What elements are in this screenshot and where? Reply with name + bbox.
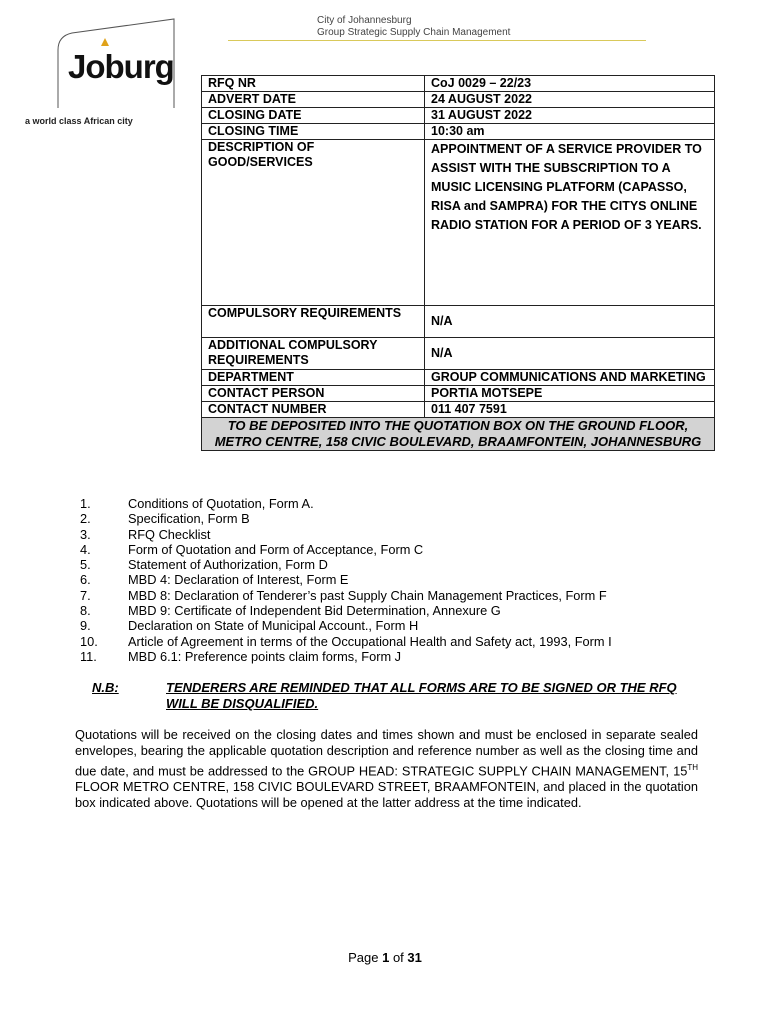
item-number: 4. xyxy=(80,541,91,557)
footer-total-pages: 31 xyxy=(407,950,422,965)
item-text: Form of Quotation and Form of Acceptance, Form C xyxy=(128,541,424,557)
nb-label: N.B: xyxy=(92,680,119,695)
item-number: 9. xyxy=(80,618,91,634)
row-value: APPOINTMENT OF A SERVICE PROVIDER TO ASSIST WITH THE SUBSCRIPTION TO A MUSIC LICENSING PLATFORM (CAPASSO, RISA and SAMPRA) FOR THE CITYS ONLINE RADIO STATION FOR A PERIOD OF 3 YEARS. xyxy=(425,140,715,306)
required-forms-list xyxy=(75,496,612,664)
row-label: CONTACT PERSON xyxy=(202,386,425,402)
table-row xyxy=(202,140,715,306)
list-item xyxy=(75,618,612,633)
item-text: MBD 4: Declaration of Interest, Form E xyxy=(128,572,349,588)
row-label: CONTACT NUMBER xyxy=(202,402,425,418)
row-value: 10:30 am xyxy=(425,124,715,140)
list-item xyxy=(75,588,612,603)
flame-icon xyxy=(101,38,109,46)
row-label: CLOSING DATE xyxy=(202,108,425,124)
table-row xyxy=(202,92,715,108)
list-item xyxy=(75,496,612,511)
nb-text: TENDERERS ARE REMINDED THAT ALL FORMS ARE TO BE SIGNED OR THE RFQ WILL BE DISQUALIFIED. xyxy=(166,680,677,711)
item-text: Specification, Form B xyxy=(128,511,250,527)
header-org: City of Johannesburg xyxy=(317,15,412,26)
row-label: DEPARTMENT xyxy=(202,370,425,386)
item-number: 3. xyxy=(80,526,91,542)
footer-page-word: Page xyxy=(348,950,379,965)
list-item xyxy=(75,634,612,649)
list-item xyxy=(75,542,612,557)
row-value: PORTIA MOTSEPE xyxy=(425,386,715,402)
item-text: MBD 8: Declaration of Tenderer’s past Supply Chain Management Practices, Form F xyxy=(128,587,607,603)
item-text: MBD 6.1: Preference points claim forms, Form J xyxy=(128,648,402,664)
table-row xyxy=(202,124,715,140)
header-divider xyxy=(228,40,646,41)
row-value: 24 AUGUST 2022 xyxy=(425,92,715,108)
row-label: RFQ NR xyxy=(202,76,425,92)
item-number: 6. xyxy=(80,572,91,588)
item-text: Statement of Authorization, Form D xyxy=(128,557,328,573)
list-item xyxy=(75,603,612,618)
item-text: Article of Agreement in terms of the Occupational Health and Safety act, 1993, Form I xyxy=(128,633,612,649)
row-value: GROUP COMMUNICATIONS AND MARKETING xyxy=(425,370,715,386)
row-label: DESCRIPTION OF GOOD/SERVICES xyxy=(202,140,425,306)
logo-wordmark: Joburg xyxy=(68,48,174,85)
item-number: 2. xyxy=(80,511,91,527)
table-row xyxy=(202,306,715,338)
logo-tagline: a world class African city xyxy=(25,116,133,126)
row-label: CLOSING TIME xyxy=(202,124,425,140)
item-text: Declaration on State of Municipal Account., Form H xyxy=(128,618,419,634)
page-header xyxy=(317,15,510,39)
table-row xyxy=(202,338,715,370)
table-row xyxy=(202,386,715,402)
row-value: CoJ 0029 – 22/23 xyxy=(425,76,715,92)
row-value: N/A xyxy=(425,306,715,338)
deposit-note: TO BE DEPOSITED INTO THE QUOTATION BOX ON THE GROUND FLOOR, METRO CENTRE, 158 CIVIC BOULEVARD, BRAAMFONTEIN, JOHANNESBURG xyxy=(202,418,715,451)
paragraph-part1: Quotations will be received on the closing dates and times shown and must be enclosed in separate sealed envelopes, bearing the applicable quotation description and reference number as well as the closing time and due date, and must be addressed to the GROUP HEAD: STRATEGIC SUPPLY CHAIN MANAGEMENT, 15 xyxy=(75,727,698,778)
list-item xyxy=(75,557,612,572)
table-row xyxy=(202,76,715,92)
item-text: Conditions of Quotation, Form A. xyxy=(128,496,314,511)
footer-current-page: 1 xyxy=(382,950,390,965)
item-text: MBD 9: Certificate of Independent Bid Determination, Annexure G xyxy=(128,603,501,619)
paragraph-part2: FLOOR METRO CENTRE, 158 CIVIC BOULEVARD STREET, BRAAMFONTEIN, and placed in the quotation box indicated above. Quotations will be opened at the latter address at the time indicated. xyxy=(75,779,698,811)
item-number: 7. xyxy=(80,587,91,603)
row-label: ADVERT DATE xyxy=(202,92,425,108)
table-row xyxy=(202,370,715,386)
row-value: N/A xyxy=(425,338,715,370)
list-item xyxy=(75,649,612,664)
list-item xyxy=(75,527,612,542)
row-label: ADDITIONAL COMPULSORY REQUIREMENTS xyxy=(202,338,425,370)
row-label: COMPULSORY REQUIREMENTS xyxy=(202,306,425,338)
table-row xyxy=(202,418,715,451)
item-number: 11. xyxy=(80,648,97,664)
page-footer xyxy=(0,950,770,965)
table-row xyxy=(202,402,715,418)
row-value: 31 AUGUST 2022 xyxy=(425,108,715,124)
paragraph-superscript: TH xyxy=(687,762,698,772)
item-text: RFQ Checklist xyxy=(128,526,211,542)
list-item xyxy=(75,572,612,587)
row-value: 011 407 7591 xyxy=(425,402,715,418)
list-item xyxy=(75,511,612,526)
footer-of-word: of xyxy=(392,950,404,965)
item-number: 5. xyxy=(80,557,91,573)
rfq-details-table xyxy=(201,75,715,451)
header-dept: Group Strategic Supply Chain Management xyxy=(317,27,511,38)
item-number: 1. xyxy=(80,496,91,511)
table-row xyxy=(202,108,715,124)
item-number: 8. xyxy=(80,603,91,619)
submission-paragraph xyxy=(75,727,698,812)
item-number: 10. xyxy=(80,633,98,649)
